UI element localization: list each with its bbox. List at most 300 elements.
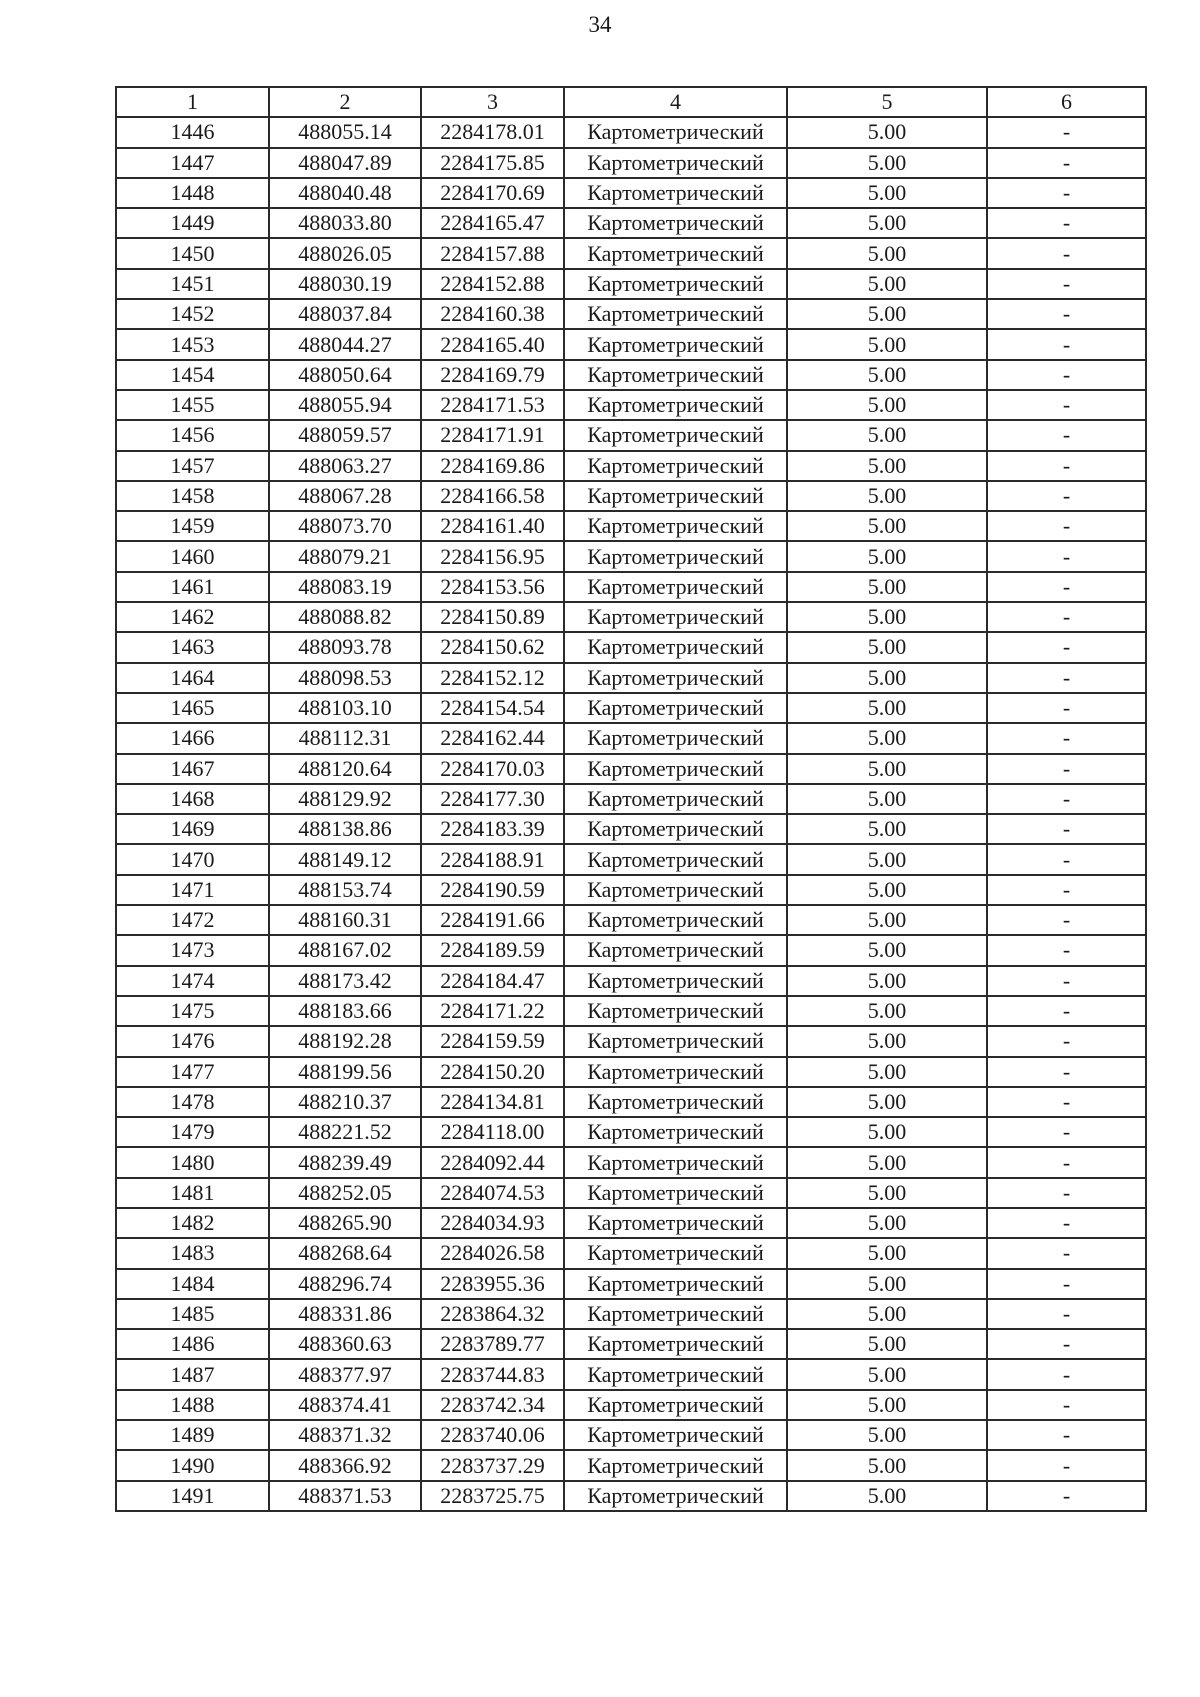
cell-y-coordinate: 2284150.89 <box>421 602 564 632</box>
cell-point-number: 1454 <box>116 360 269 390</box>
cell-y-coordinate: 2284154.54 <box>421 693 564 723</box>
cell-accuracy: 5.00 <box>787 1087 987 1117</box>
cell-note: - <box>987 905 1146 935</box>
coordinates-table <box>115 86 1147 1512</box>
table-row <box>116 1147 1146 1177</box>
cell-x-coordinate: 488360.63 <box>269 1329 421 1359</box>
cell-method: Картометрический <box>564 238 787 268</box>
cell-y-coordinate: 2284171.91 <box>421 420 564 450</box>
cell-note: - <box>987 1390 1146 1420</box>
header-cell-4: 4 <box>564 87 787 117</box>
cell-point-number: 1453 <box>116 329 269 359</box>
cell-point-number: 1477 <box>116 1057 269 1087</box>
cell-note: - <box>987 299 1146 329</box>
cell-x-coordinate: 488079.21 <box>269 541 421 571</box>
cell-point-number: 1471 <box>116 875 269 905</box>
cell-accuracy: 5.00 <box>787 1026 987 1056</box>
cell-accuracy: 5.00 <box>787 1329 987 1359</box>
cell-note: - <box>987 1087 1146 1117</box>
table-row <box>116 117 1146 147</box>
cell-x-coordinate: 488088.82 <box>269 602 421 632</box>
cell-x-coordinate: 488112.31 <box>269 723 421 753</box>
cell-x-coordinate: 488210.37 <box>269 1087 421 1117</box>
cell-method: Картометрический <box>564 996 787 1026</box>
cell-x-coordinate: 488098.53 <box>269 663 421 693</box>
table-row <box>116 723 1146 753</box>
cell-method: Картометрический <box>564 299 787 329</box>
table-row <box>116 481 1146 511</box>
cell-note: - <box>987 754 1146 784</box>
table-row <box>116 511 1146 541</box>
cell-note: - <box>987 602 1146 632</box>
table-row <box>116 1450 1146 1480</box>
cell-note: - <box>987 1208 1146 1238</box>
cell-y-coordinate: 2284178.01 <box>421 117 564 147</box>
table-row <box>116 754 1146 784</box>
cell-accuracy: 5.00 <box>787 360 987 390</box>
cell-y-coordinate: 2284026.58 <box>421 1238 564 1268</box>
table-row <box>116 844 1146 874</box>
cell-point-number: 1473 <box>116 935 269 965</box>
cell-x-coordinate: 488073.70 <box>269 511 421 541</box>
cell-note: - <box>987 814 1146 844</box>
cell-note: - <box>987 148 1146 178</box>
cell-method: Картометрический <box>564 966 787 996</box>
cell-note: - <box>987 1178 1146 1208</box>
cell-point-number: 1457 <box>116 451 269 481</box>
cell-method: Картометрический <box>564 663 787 693</box>
cell-y-coordinate: 2284189.59 <box>421 935 564 965</box>
cell-point-number: 1472 <box>116 905 269 935</box>
table-row <box>116 390 1146 420</box>
cell-point-number: 1452 <box>116 299 269 329</box>
cell-point-number: 1468 <box>116 784 269 814</box>
cell-y-coordinate: 2284118.00 <box>421 1117 564 1147</box>
cell-note: - <box>987 1359 1146 1389</box>
cell-method: Картометрический <box>564 844 787 874</box>
cell-method: Картометрический <box>564 1087 787 1117</box>
cell-note: - <box>987 572 1146 602</box>
cell-method: Картометрический <box>564 905 787 935</box>
cell-method: Картометрический <box>564 360 787 390</box>
cell-accuracy: 5.00 <box>787 966 987 996</box>
cell-y-coordinate: 2284152.88 <box>421 269 564 299</box>
cell-method: Картометрический <box>564 178 787 208</box>
cell-x-coordinate: 488331.86 <box>269 1299 421 1329</box>
cell-note: - <box>987 1238 1146 1268</box>
table-header <box>116 87 1146 117</box>
cell-x-coordinate: 488067.28 <box>269 481 421 511</box>
cell-point-number: 1484 <box>116 1269 269 1299</box>
cell-accuracy: 5.00 <box>787 844 987 874</box>
cell-method: Картометрический <box>564 935 787 965</box>
cell-x-coordinate: 488268.64 <box>269 1238 421 1268</box>
cell-note: - <box>987 844 1146 874</box>
cell-y-coordinate: 2284177.30 <box>421 784 564 814</box>
table-row <box>116 1269 1146 1299</box>
cell-method: Картометрический <box>564 1329 787 1359</box>
table-row <box>116 1329 1146 1359</box>
table-row <box>116 905 1146 935</box>
cell-x-coordinate: 488252.05 <box>269 1178 421 1208</box>
cell-point-number: 1447 <box>116 148 269 178</box>
cell-note: - <box>987 238 1146 268</box>
table-row <box>116 693 1146 723</box>
cell-method: Картометрический <box>564 451 787 481</box>
cell-point-number: 1459 <box>116 511 269 541</box>
cell-y-coordinate: 2283955.36 <box>421 1269 564 1299</box>
cell-method: Картометрический <box>564 602 787 632</box>
table-row <box>116 935 1146 965</box>
cell-point-number: 1491 <box>116 1481 269 1511</box>
cell-point-number: 1478 <box>116 1087 269 1117</box>
cell-method: Картометрический <box>564 390 787 420</box>
cell-y-coordinate: 2284153.56 <box>421 572 564 602</box>
cell-x-coordinate: 488103.10 <box>269 693 421 723</box>
cell-point-number: 1482 <box>116 1208 269 1238</box>
cell-method: Картометрический <box>564 1208 787 1238</box>
cell-note: - <box>987 1269 1146 1299</box>
cell-accuracy: 5.00 <box>787 814 987 844</box>
cell-point-number: 1464 <box>116 663 269 693</box>
cell-point-number: 1461 <box>116 572 269 602</box>
cell-note: - <box>987 935 1146 965</box>
cell-y-coordinate: 2284171.22 <box>421 996 564 1026</box>
table-row <box>116 1299 1146 1329</box>
cell-method: Картометрический <box>564 693 787 723</box>
table-row <box>116 451 1146 481</box>
cell-method: Картометрический <box>564 541 787 571</box>
cell-y-coordinate: 2284157.88 <box>421 238 564 268</box>
cell-x-coordinate: 488055.14 <box>269 117 421 147</box>
cell-x-coordinate: 488265.90 <box>269 1208 421 1238</box>
cell-method: Картометрический <box>564 1299 787 1329</box>
cell-point-number: 1456 <box>116 420 269 450</box>
table-row <box>116 572 1146 602</box>
cell-note: - <box>987 723 1146 753</box>
cell-accuracy: 5.00 <box>787 117 987 147</box>
table-row <box>116 602 1146 632</box>
cell-method: Картометрический <box>564 1238 787 1268</box>
table-row <box>116 299 1146 329</box>
cell-x-coordinate: 488221.52 <box>269 1117 421 1147</box>
cell-y-coordinate: 2284166.58 <box>421 481 564 511</box>
cell-x-coordinate: 488030.19 <box>269 269 421 299</box>
cell-y-coordinate: 2284150.20 <box>421 1057 564 1087</box>
cell-point-number: 1462 <box>116 602 269 632</box>
cell-y-coordinate: 2284184.47 <box>421 966 564 996</box>
cell-x-coordinate: 488153.74 <box>269 875 421 905</box>
cell-x-coordinate: 488239.49 <box>269 1147 421 1177</box>
cell-point-number: 1479 <box>116 1117 269 1147</box>
cell-y-coordinate: 2284170.03 <box>421 754 564 784</box>
cell-y-coordinate: 2283737.29 <box>421 1450 564 1480</box>
cell-x-coordinate: 488377.97 <box>269 1359 421 1389</box>
cell-y-coordinate: 2284165.40 <box>421 329 564 359</box>
cell-note: - <box>987 420 1146 450</box>
cell-method: Картометрический <box>564 481 787 511</box>
cell-y-coordinate: 2284183.39 <box>421 814 564 844</box>
cell-note: - <box>987 1117 1146 1147</box>
table-row <box>116 148 1146 178</box>
cell-point-number: 1487 <box>116 1359 269 1389</box>
cell-accuracy: 5.00 <box>787 238 987 268</box>
cell-note: - <box>987 451 1146 481</box>
cell-x-coordinate: 488192.28 <box>269 1026 421 1056</box>
cell-x-coordinate: 488167.02 <box>269 935 421 965</box>
cell-accuracy: 5.00 <box>787 875 987 905</box>
cell-y-coordinate: 2284170.69 <box>421 178 564 208</box>
cell-note: - <box>987 1329 1146 1359</box>
cell-note: - <box>987 269 1146 299</box>
cell-accuracy: 5.00 <box>787 723 987 753</box>
cell-accuracy: 5.00 <box>787 1057 987 1087</box>
cell-accuracy: 5.00 <box>787 1269 987 1299</box>
cell-point-number: 1470 <box>116 844 269 874</box>
cell-note: - <box>987 481 1146 511</box>
table-row <box>116 966 1146 996</box>
cell-accuracy: 5.00 <box>787 1481 987 1511</box>
table-row <box>116 663 1146 693</box>
cell-point-number: 1449 <box>116 208 269 238</box>
cell-point-number: 1465 <box>116 693 269 723</box>
table-row <box>116 360 1146 390</box>
cell-point-number: 1474 <box>116 966 269 996</box>
cell-x-coordinate: 488173.42 <box>269 966 421 996</box>
cell-accuracy: 5.00 <box>787 784 987 814</box>
cell-accuracy: 5.00 <box>787 1238 987 1268</box>
cell-x-coordinate: 488296.74 <box>269 1269 421 1299</box>
table-body <box>116 117 1146 1511</box>
table-row <box>116 784 1146 814</box>
cell-point-number: 1489 <box>116 1420 269 1450</box>
cell-accuracy: 5.00 <box>787 299 987 329</box>
cell-method: Картометрический <box>564 1057 787 1087</box>
table-row <box>116 329 1146 359</box>
cell-point-number: 1455 <box>116 390 269 420</box>
cell-method: Картометрический <box>564 875 787 905</box>
header-row <box>116 87 1146 117</box>
cell-y-coordinate: 2284159.59 <box>421 1026 564 1056</box>
table-row <box>116 1178 1146 1208</box>
cell-point-number: 1485 <box>116 1299 269 1329</box>
cell-note: - <box>987 693 1146 723</box>
cell-accuracy: 5.00 <box>787 1299 987 1329</box>
table-row <box>116 178 1146 208</box>
cell-method: Картометрический <box>564 754 787 784</box>
cell-method: Картометрический <box>564 1450 787 1480</box>
cell-method: Картометрический <box>564 1117 787 1147</box>
cell-accuracy: 5.00 <box>787 1359 987 1389</box>
cell-accuracy: 5.00 <box>787 693 987 723</box>
cell-note: - <box>987 1299 1146 1329</box>
cell-y-coordinate: 2284190.59 <box>421 875 564 905</box>
cell-y-coordinate: 2284150.62 <box>421 632 564 662</box>
cell-point-number: 1490 <box>116 1450 269 1480</box>
table-row <box>116 1087 1146 1117</box>
cell-method: Картометрический <box>564 814 787 844</box>
cell-accuracy: 5.00 <box>787 1117 987 1147</box>
cell-note: - <box>987 784 1146 814</box>
cell-accuracy: 5.00 <box>787 208 987 238</box>
cell-point-number: 1475 <box>116 996 269 1026</box>
cell-accuracy: 5.00 <box>787 1390 987 1420</box>
cell-point-number: 1448 <box>116 178 269 208</box>
cell-point-number: 1451 <box>116 269 269 299</box>
cell-x-coordinate: 488026.05 <box>269 238 421 268</box>
cell-y-coordinate: 2284161.40 <box>421 511 564 541</box>
cell-x-coordinate: 488149.12 <box>269 844 421 874</box>
cell-x-coordinate: 488199.56 <box>269 1057 421 1087</box>
cell-accuracy: 5.00 <box>787 996 987 1026</box>
cell-accuracy: 5.00 <box>787 663 987 693</box>
cell-accuracy: 5.00 <box>787 420 987 450</box>
cell-point-number: 1488 <box>116 1390 269 1420</box>
cell-x-coordinate: 488083.19 <box>269 572 421 602</box>
table-row <box>116 1238 1146 1268</box>
cell-note: - <box>987 1147 1146 1177</box>
cell-x-coordinate: 488160.31 <box>269 905 421 935</box>
cell-y-coordinate: 2284152.12 <box>421 663 564 693</box>
cell-note: - <box>987 996 1146 1026</box>
cell-accuracy: 5.00 <box>787 935 987 965</box>
cell-accuracy: 5.00 <box>787 481 987 511</box>
cell-point-number: 1458 <box>116 481 269 511</box>
cell-x-coordinate: 488055.94 <box>269 390 421 420</box>
cell-y-coordinate: 2284191.66 <box>421 905 564 935</box>
table-row <box>116 996 1146 1026</box>
cell-y-coordinate: 2284034.93 <box>421 1208 564 1238</box>
table-row <box>116 1026 1146 1056</box>
cell-x-coordinate: 488037.84 <box>269 299 421 329</box>
cell-method: Картометрический <box>564 269 787 299</box>
cell-note: - <box>987 875 1146 905</box>
cell-y-coordinate: 2284160.38 <box>421 299 564 329</box>
cell-y-coordinate: 2283864.32 <box>421 1299 564 1329</box>
cell-method: Картометрический <box>564 511 787 541</box>
cell-note: - <box>987 178 1146 208</box>
cell-note: - <box>987 1450 1146 1480</box>
cell-point-number: 1446 <box>116 117 269 147</box>
cell-accuracy: 5.00 <box>787 541 987 571</box>
cell-x-coordinate: 488044.27 <box>269 329 421 359</box>
cell-method: Картометрический <box>564 1269 787 1299</box>
cell-accuracy: 5.00 <box>787 390 987 420</box>
table-row <box>116 1420 1146 1450</box>
table-row <box>116 269 1146 299</box>
cell-accuracy: 5.00 <box>787 572 987 602</box>
table-row <box>116 238 1146 268</box>
table-row <box>116 875 1146 905</box>
cell-accuracy: 5.00 <box>787 511 987 541</box>
cell-accuracy: 5.00 <box>787 1450 987 1480</box>
table-row <box>116 814 1146 844</box>
cell-note: - <box>987 390 1146 420</box>
cell-note: - <box>987 1481 1146 1511</box>
cell-accuracy: 5.00 <box>787 178 987 208</box>
cell-note: - <box>987 663 1146 693</box>
cell-x-coordinate: 488129.92 <box>269 784 421 814</box>
cell-y-coordinate: 2284156.95 <box>421 541 564 571</box>
header-cell-5: 5 <box>787 87 987 117</box>
cell-method: Картометрический <box>564 420 787 450</box>
cell-note: - <box>987 1026 1146 1056</box>
cell-note: - <box>987 1420 1146 1450</box>
cell-note: - <box>987 966 1146 996</box>
cell-accuracy: 5.00 <box>787 602 987 632</box>
cell-method: Картометрический <box>564 572 787 602</box>
cell-note: - <box>987 329 1146 359</box>
cell-y-coordinate: 2283742.34 <box>421 1390 564 1420</box>
cell-point-number: 1467 <box>116 754 269 784</box>
cell-accuracy: 5.00 <box>787 269 987 299</box>
cell-point-number: 1486 <box>116 1329 269 1359</box>
header-cell-6: 6 <box>987 87 1146 117</box>
cell-note: - <box>987 1057 1146 1087</box>
cell-point-number: 1450 <box>116 238 269 268</box>
cell-method: Картометрический <box>564 784 787 814</box>
cell-x-coordinate: 488047.89 <box>269 148 421 178</box>
cell-method: Картометрический <box>564 723 787 753</box>
cell-accuracy: 5.00 <box>787 1208 987 1238</box>
cell-note: - <box>987 208 1146 238</box>
cell-method: Картометрический <box>564 632 787 662</box>
cell-point-number: 1466 <box>116 723 269 753</box>
header-cell-3: 3 <box>421 87 564 117</box>
table-row <box>116 1117 1146 1147</box>
cell-x-coordinate: 488138.86 <box>269 814 421 844</box>
cell-method: Картометрический <box>564 117 787 147</box>
table-row <box>116 1359 1146 1389</box>
cell-note: - <box>987 541 1146 571</box>
cell-y-coordinate: 2283789.77 <box>421 1329 564 1359</box>
cell-y-coordinate: 2284171.53 <box>421 390 564 420</box>
cell-note: - <box>987 360 1146 390</box>
table-row <box>116 1390 1146 1420</box>
cell-y-coordinate: 2284188.91 <box>421 844 564 874</box>
cell-x-coordinate: 488374.41 <box>269 1390 421 1420</box>
cell-accuracy: 5.00 <box>787 1178 987 1208</box>
cell-method: Картометрический <box>564 1420 787 1450</box>
cell-x-coordinate: 488050.64 <box>269 360 421 390</box>
cell-y-coordinate: 2284162.44 <box>421 723 564 753</box>
cell-accuracy: 5.00 <box>787 329 987 359</box>
cell-x-coordinate: 488063.27 <box>269 451 421 481</box>
cell-accuracy: 5.00 <box>787 451 987 481</box>
cell-y-coordinate: 2284165.47 <box>421 208 564 238</box>
cell-method: Картометрический <box>564 1359 787 1389</box>
cell-y-coordinate: 2283740.06 <box>421 1420 564 1450</box>
cell-y-coordinate: 2284169.79 <box>421 360 564 390</box>
cell-method: Картометрический <box>564 1178 787 1208</box>
cell-x-coordinate: 488040.48 <box>269 178 421 208</box>
cell-point-number: 1469 <box>116 814 269 844</box>
cell-y-coordinate: 2283744.83 <box>421 1359 564 1389</box>
cell-accuracy: 5.00 <box>787 632 987 662</box>
cell-accuracy: 5.00 <box>787 1147 987 1177</box>
table-row <box>116 1057 1146 1087</box>
cell-x-coordinate: 488371.53 <box>269 1481 421 1511</box>
table-row <box>116 420 1146 450</box>
cell-y-coordinate: 2284134.81 <box>421 1087 564 1117</box>
cell-y-coordinate: 2284074.53 <box>421 1178 564 1208</box>
header-cell-2: 2 <box>269 87 421 117</box>
table-row <box>116 632 1146 662</box>
header-cell-1: 1 <box>116 87 269 117</box>
cell-point-number: 1481 <box>116 1178 269 1208</box>
page-number: 34 <box>588 12 612 37</box>
cell-point-number: 1480 <box>116 1147 269 1177</box>
